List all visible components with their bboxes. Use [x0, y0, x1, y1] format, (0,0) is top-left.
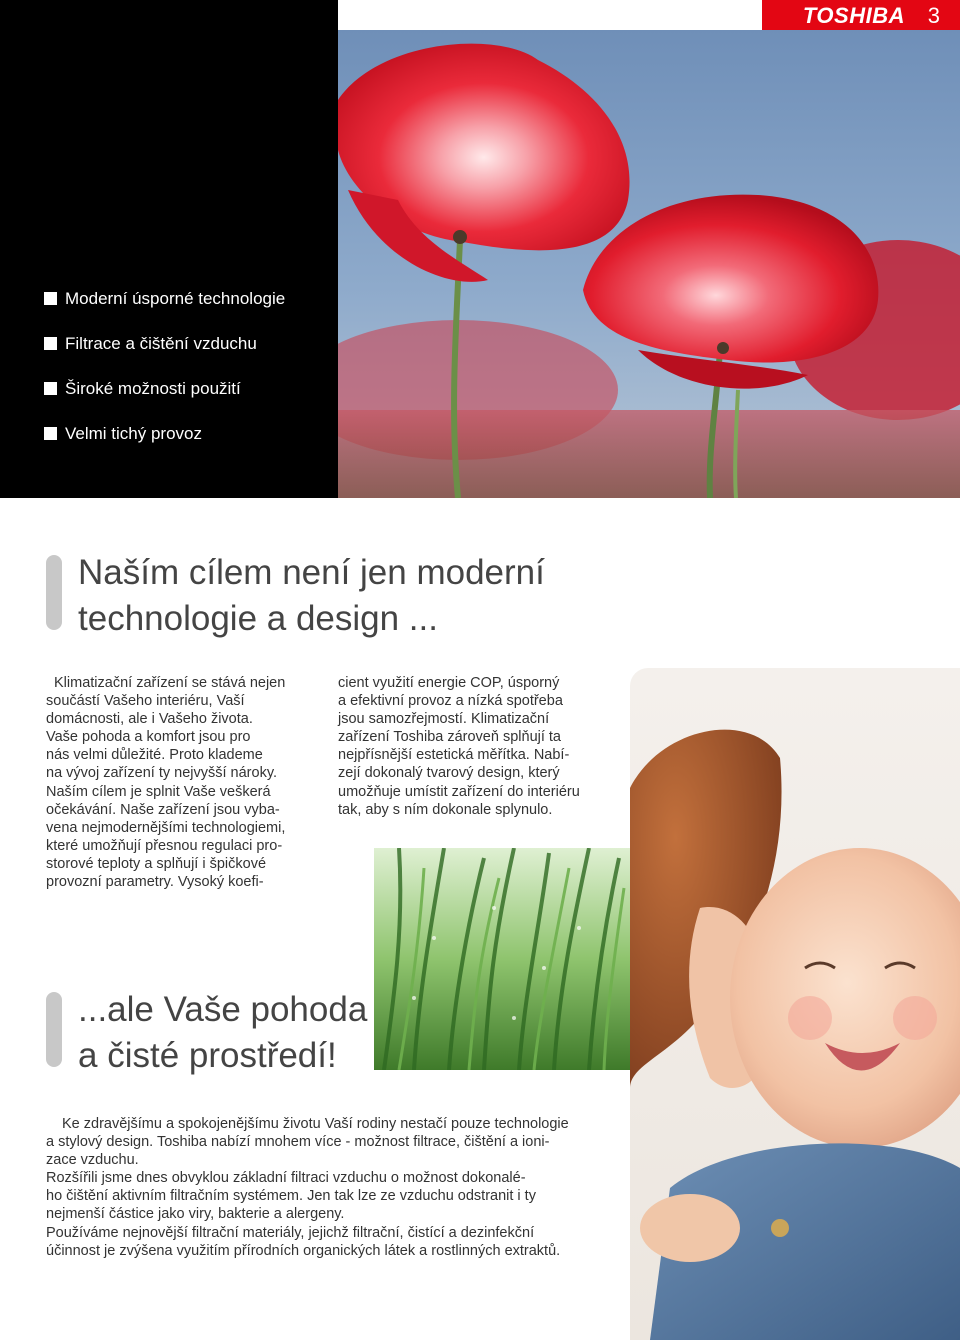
text-line: účinnost je zvýšena využitím přírodních organických látek a rostlinných extraktů. — [46, 1242, 561, 1259]
text-line: nejpřísnější estetická měřítka. Nabí- — [338, 747, 570, 764]
feature-item — [44, 366, 334, 411]
heading-line: ...ale Vaše pohoda — [78, 990, 368, 1029]
text-line: které umožňují přesnou regulaci pro- — [46, 837, 283, 854]
text-line: Klimatizační zařízení se stává nejen — [54, 675, 286, 691]
text-line: tak, aby s ním dokonale splynulo. — [338, 801, 553, 818]
feature-label: Velmi tichý provoz — [65, 423, 202, 443]
text-line: provozní parametry. Vysoký koefi- — [46, 874, 264, 891]
toshiba-logo: TOSHIBA — [802, 3, 905, 28]
text-line: Rozšířili jsme dnes obvyklou základní filtraci vzduchu o možnost dokonalé- — [46, 1170, 526, 1187]
heading-accent-bar — [46, 555, 62, 630]
bullet-square-icon — [44, 292, 57, 305]
text-line: Naším cílem je splnit Vaše veškerá — [46, 783, 271, 800]
paragraph — [46, 1169, 616, 1223]
text-line: zace vzduchu. — [46, 1152, 139, 1169]
text-line: zejí dokonalý tvarový design, který — [338, 765, 560, 782]
feature-label: Široké možnosti použití — [65, 378, 241, 398]
text-line: storové teploty a splňují i špičkové — [46, 855, 267, 872]
text-line: Ke zdravějšímu a spokojenějšímu životu Vaší rodiny nestačí pouze technologie — [62, 1116, 569, 1132]
heading-line: technologie a design ... — [78, 599, 438, 638]
bottom-text — [46, 1115, 616, 1260]
bullet-square-icon — [44, 382, 57, 395]
page-number: 3 — [927, 3, 940, 28]
text-line: nás velmi důležité. Proto klademe — [46, 747, 263, 764]
baby-photo — [630, 668, 960, 1340]
bullet-square-icon — [44, 337, 57, 350]
text-line: nejmenší částice jako viry, bakterie a alergeny. — [46, 1206, 345, 1223]
text-line: Používáme nejnovější filtrační materiály, jejichž filtrační, čistící a dezinfekční — [46, 1224, 535, 1241]
feature-label: Filtrace a čištění vzduchu — [65, 333, 257, 353]
text-line: na vývoj zařízení ty nejvyšší nároky. — [46, 765, 278, 782]
feature-item — [44, 411, 334, 456]
text-line: a stylový design. Toshiba nabízí mnohem více - možnost filtrace, čištění a ioni- — [46, 1134, 550, 1151]
text-line: ho čištění aktivním filtračním systémem. Jen tak lze ze vzduchu odstranit i ty — [46, 1188, 536, 1205]
text-line: Vaše pohoda a komfort jsou pro — [46, 729, 251, 746]
text-line: zařízení Toshiba zároveň splňují ta — [338, 729, 562, 746]
section-heading — [78, 550, 545, 642]
text-line: cient využití energie COP, úsporný — [338, 675, 560, 691]
paragraph — [46, 1115, 616, 1169]
poppy-photo — [338, 30, 960, 498]
text-line: umožňuje umístit zařízení do interiéru — [338, 783, 580, 800]
feature-list — [44, 276, 334, 456]
text-line: očekávání. Naše zařízení jsou vyba- — [46, 801, 280, 818]
bullet-square-icon — [44, 427, 57, 440]
text-line: domácnosti, ale i Vašeho života. — [46, 711, 253, 728]
text-line: a efektivní provoz a nízká spotřeba — [338, 693, 563, 710]
intro-column-2 — [338, 674, 606, 819]
feature-item — [44, 276, 334, 321]
text-line: součástí Vašeho interiéru, Vaší — [46, 693, 245, 710]
heading-line: a čisté prostředí! — [78, 1036, 337, 1075]
text-line: jsou samozřejmostí. Klimatizační — [338, 711, 550, 728]
grass-photo — [374, 848, 630, 1070]
heading-accent-bar — [46, 992, 62, 1067]
text-line: vena nejmodernějšími technologiemi, — [46, 819, 286, 836]
feature-item — [44, 321, 334, 366]
intro-column-1 — [46, 674, 316, 891]
section-heading — [78, 987, 367, 1079]
heading-line: Naším cílem není jen moderní — [78, 553, 545, 592]
feature-label: Moderní úsporné technologie — [65, 288, 286, 308]
paragraph — [46, 1224, 616, 1260]
